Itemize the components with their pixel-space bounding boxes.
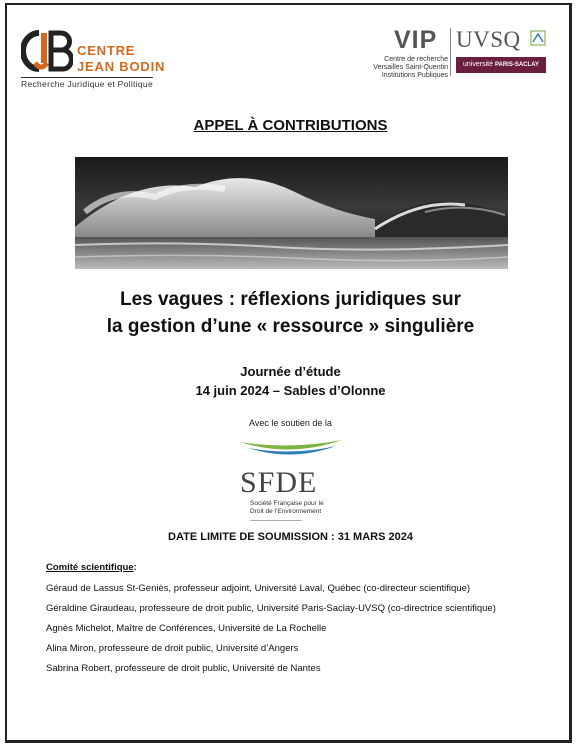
committee-heading-text: Comité scientifique xyxy=(46,562,134,573)
sfde-divider xyxy=(250,520,302,521)
vip-subtitle-line: Centre de recherche xyxy=(384,56,448,63)
logo-divider xyxy=(450,28,451,76)
sfde-full-name xyxy=(250,500,324,516)
event-date-place: 14 juin 2024 – Sables d’Olonne xyxy=(195,383,386,398)
uvsq-badge-suffix: PARIS-SACLAY xyxy=(494,62,539,68)
sfde-acronym: SFDE xyxy=(240,466,318,499)
vip-acronym: VIP xyxy=(394,26,438,54)
cjb-monogram-icon xyxy=(21,29,73,75)
uvsq-name: UVSQ xyxy=(456,27,521,52)
sfde-full-line1: Société Française pour le xyxy=(250,500,324,507)
committee-member: Géraud de Lassus St-Geniès, professeur adjoint, Université Laval, Québec (co-directeur scientifique) xyxy=(46,583,471,594)
committee-member: Agnès Michelot, Maître de Conférences, Université de La Rochelle xyxy=(46,623,327,634)
vip-subtitle xyxy=(373,56,448,80)
uvsq-logo xyxy=(456,27,550,79)
committee-member: Alina Miron, professeure de droit public, Université d’Angers xyxy=(46,643,299,654)
uvsq-emblem-icon xyxy=(530,30,546,46)
page-heading: APPEL À CONTRIBUTIONS xyxy=(193,117,388,134)
uvsq-badge-prefix: université xyxy=(463,61,493,68)
committee-list xyxy=(46,583,546,683)
cjb-name-line2: JEAN BODIN xyxy=(77,59,166,74)
vip-subtitle-line: Institutions Publiques xyxy=(381,72,448,79)
event-type: Journée d’étude xyxy=(240,364,341,379)
committee-heading-suffix: : xyxy=(133,562,137,573)
event-info xyxy=(0,362,581,400)
sfde-full-line2: Droit de l’Environnement xyxy=(250,508,322,515)
committee-heading xyxy=(46,562,137,573)
support-text: Avec le soutien de la xyxy=(249,418,332,428)
document-title-line2: la gestion d’une « ressource » singulière xyxy=(106,316,475,337)
document-title xyxy=(0,286,581,340)
cjb-name-line1: CENTRE xyxy=(77,43,136,58)
sfde-logo xyxy=(236,436,346,524)
vip-logo xyxy=(352,26,448,86)
committee-member: Sabrina Robert, professeure de droit public, Université de Nantes xyxy=(46,663,321,674)
committee-member: Géraldine Giraudeau, professeure de droit public, Université Paris-Saclay-UVSQ (co-directrice scientifique) xyxy=(46,603,496,614)
cjb-tagline: Recherche Juridique et Politique xyxy=(21,79,153,89)
vip-subtitle-line: Versailles Saint-Quentin xyxy=(373,64,448,71)
document-title-line1: Les vagues : réflexions juridiques sur xyxy=(119,289,462,310)
uvsq-paris-saclay-badge xyxy=(456,57,546,73)
submission-deadline: DATE LIMITE DE SOUMISSION : 31 MARS 2024 xyxy=(168,531,413,543)
wave-photo xyxy=(75,157,508,269)
sfde-swoosh-icon xyxy=(240,436,342,460)
cjb-logo xyxy=(21,29,181,89)
